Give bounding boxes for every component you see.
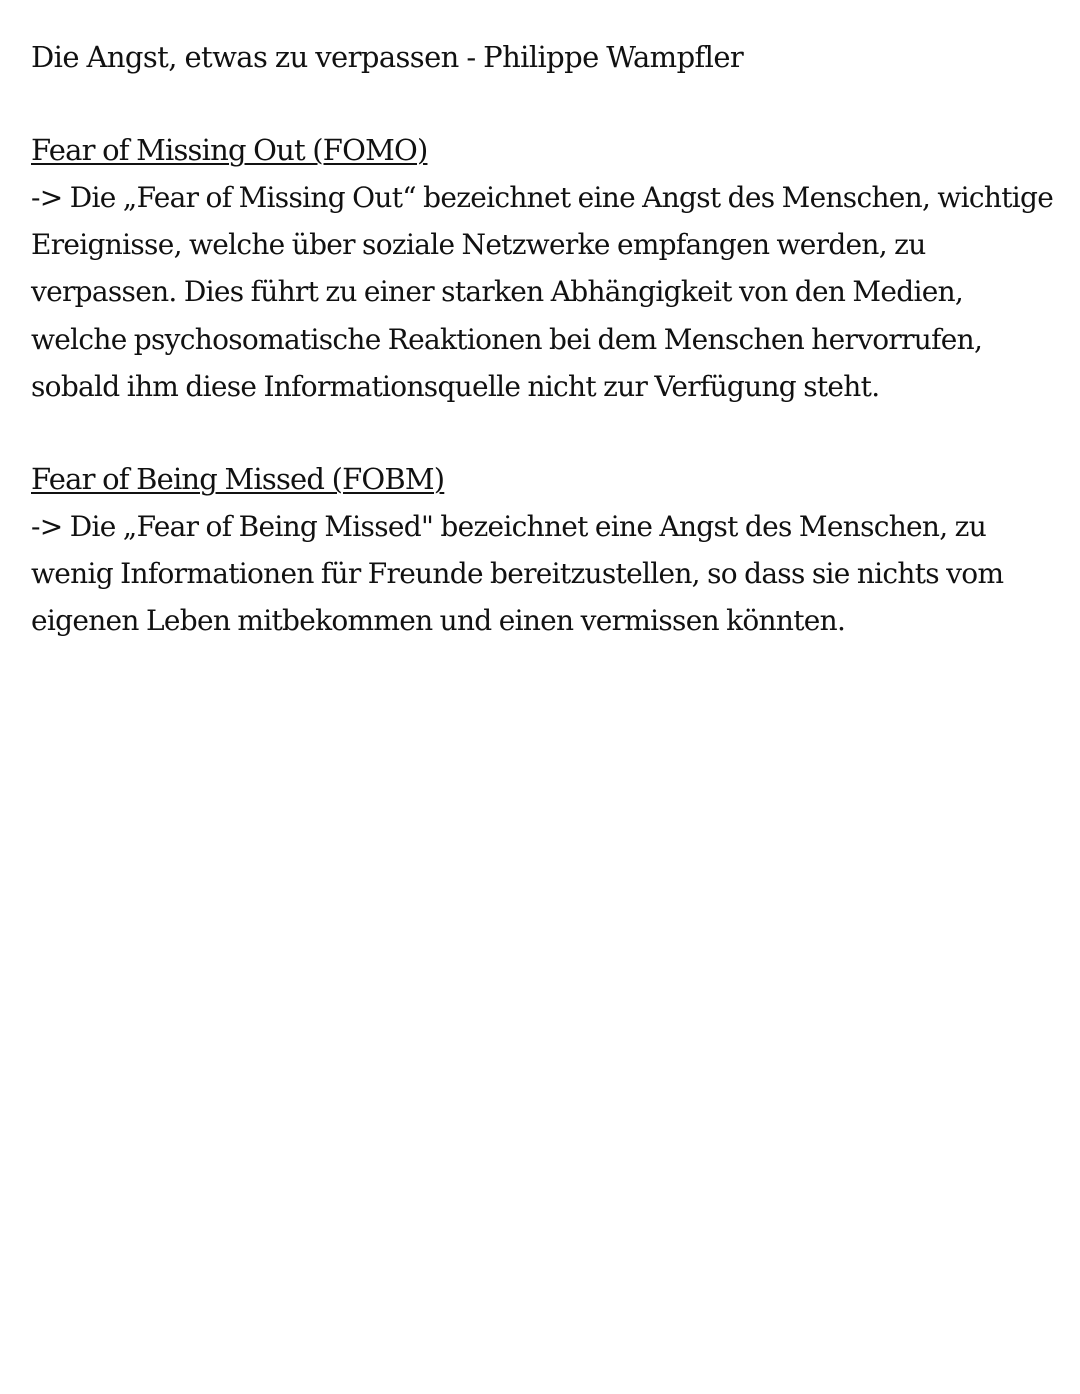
section-fomo: [31, 127, 1061, 410]
text-line: eigenen Leben mitbekommen und einen vermissen könnten.: [31, 604, 846, 638]
text-line: sobald ihm diese Informationsquelle nicht zur Verfügung steht.: [31, 369, 880, 403]
section-heading-fobm: Fear of Being Missed (FOBM): [31, 462, 445, 497]
text-line: wenig Informationen für Freunde bereitzustellen, so dass sie nichts vom: [31, 557, 1004, 591]
text-line: -> Die „Fear of Being Missed" bezeichnet eine Angst des Menschen, zu: [31, 510, 987, 544]
section-text-fomo: [31, 174, 1061, 410]
document-page: [31, 34, 1061, 645]
text-line: -> Die „Fear of Missing Out“ bezeichnet eine Angst des Menschen, wichtige: [31, 181, 1054, 214]
text-line: welche psychosomatische Reaktionen bei dem Menschen hervorrufen,: [31, 322, 983, 356]
section-heading-fomo: Fear of Missing Out (FOMO): [31, 133, 428, 167]
document-title: Die Angst, etwas zu verpassen - Philippe Wampfler: [31, 40, 744, 74]
section-text-fobm: [31, 503, 1061, 645]
section-fobm: [31, 456, 1061, 645]
text-line: Ereignisse, welche über soziale Netzwerke empfangen werden, zu: [31, 228, 926, 262]
text-line: verpassen. Dies führt zu einer starken Abhängigkeit von den Medien,: [31, 275, 964, 309]
